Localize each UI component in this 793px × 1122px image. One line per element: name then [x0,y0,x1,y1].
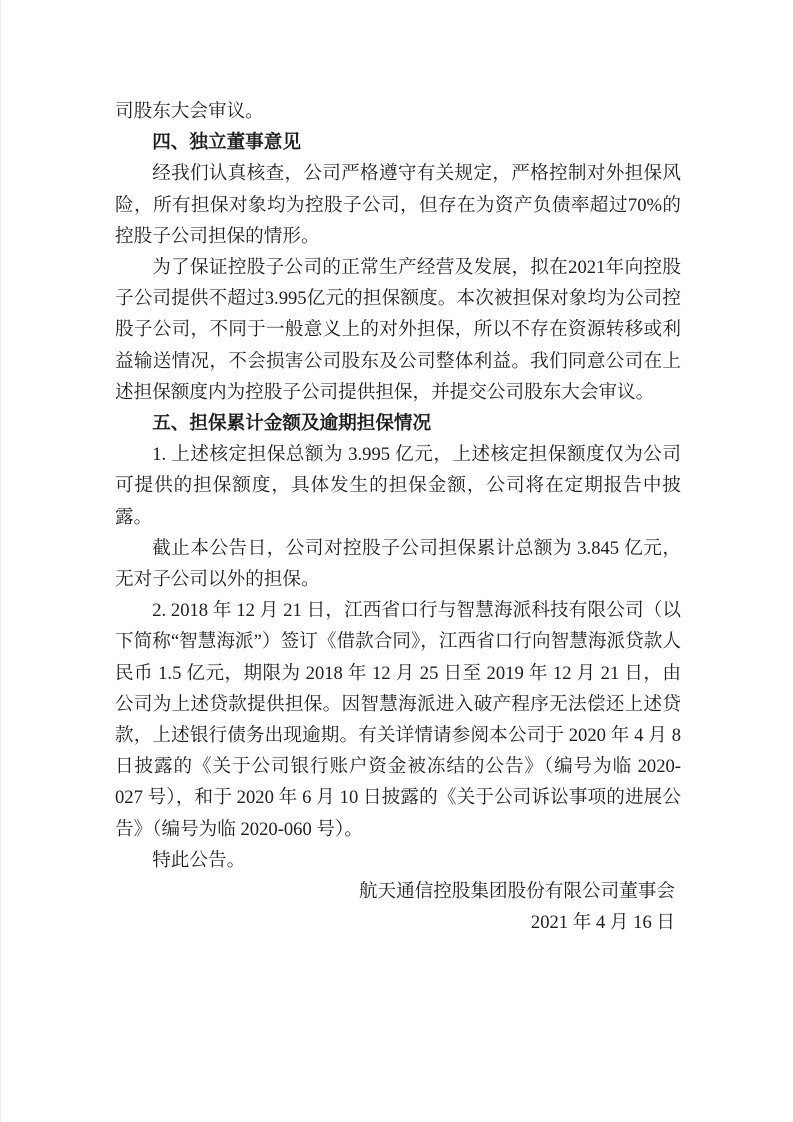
section-heading-independent-directors-opinion: 四、独立董事意见 [152,132,301,154]
section-heading-guarantee-totals-overdue: 五、担保累计金额及逾期担保情况 [152,413,432,435]
body-paragraph-cumulative-total: 截止本公告日，公司对控股子公司担保累计总额为 3.845 亿元，无对子公司以外的担保。 [115,537,681,591]
body-paragraph-opinion-1: 经我们认真核查，公司严格遵守有关规定，严格控制对外担保风险，所有担保对象均为控股子公司，但存在为资产负债率超过70%的控股子公司担保的情形。 [115,163,681,247]
body-paragraph-approved-quota: 1. 上述核定担保总额为 3.995 亿元，上述核定担保额度仅为公司可提供的担保额度，具体发生的担保金额，公司将在定期报告中披露。 [115,444,681,528]
date-line: 2021 年 4 月 16 日 [530,912,675,934]
continuation-line: 司股东大会审议。 [115,101,264,122]
body-paragraph-overdue-loan-detail: 2. 2018 年 12 月 21 日，江西省口行与智慧海派科技有限公司（以下简称“智慧海派”）签订《借款合同》，江西省口行向智慧海派贷款人民币 1.5 亿元，期限为 2018 年 12 月 25 日至 2019 年 12 月 21 日，由公司为上述贷款提供担保。因智慧海派进入破产程序无法偿还上述贷款，上述银行债务出现逾期。有关详情请参阅本公司于 2020 年 4 月 8 日披露的《关于公司银行账户资金被冻结的公告》（编号为临 2020-027 号），和于 2020 年 6 月 10 日披露的《关于公司诉讼事项的进展公告》（编号为临 2020-060 号）。 [115,600,681,840]
signature-line: 航天通信控股集团股份有限公司董事会 [358,881,675,903]
body-paragraph-opinion-2: 为了保证控股子公司的正常生产经营及发展，拟在2021年向控股子公司提供不超过3.995亿元的担保额度。本次被担保对象均为公司控股子公司，不同于一般意义上的对外担保，所以不存在资源转移或利益输送情况，不会损害公司股东及公司整体利益。我们同意公司在上述担保额度内为控股子公司提供担保，并提交公司股东大会审议。 [115,257,681,403]
closing-statement: 特此公告。 [152,849,246,871]
